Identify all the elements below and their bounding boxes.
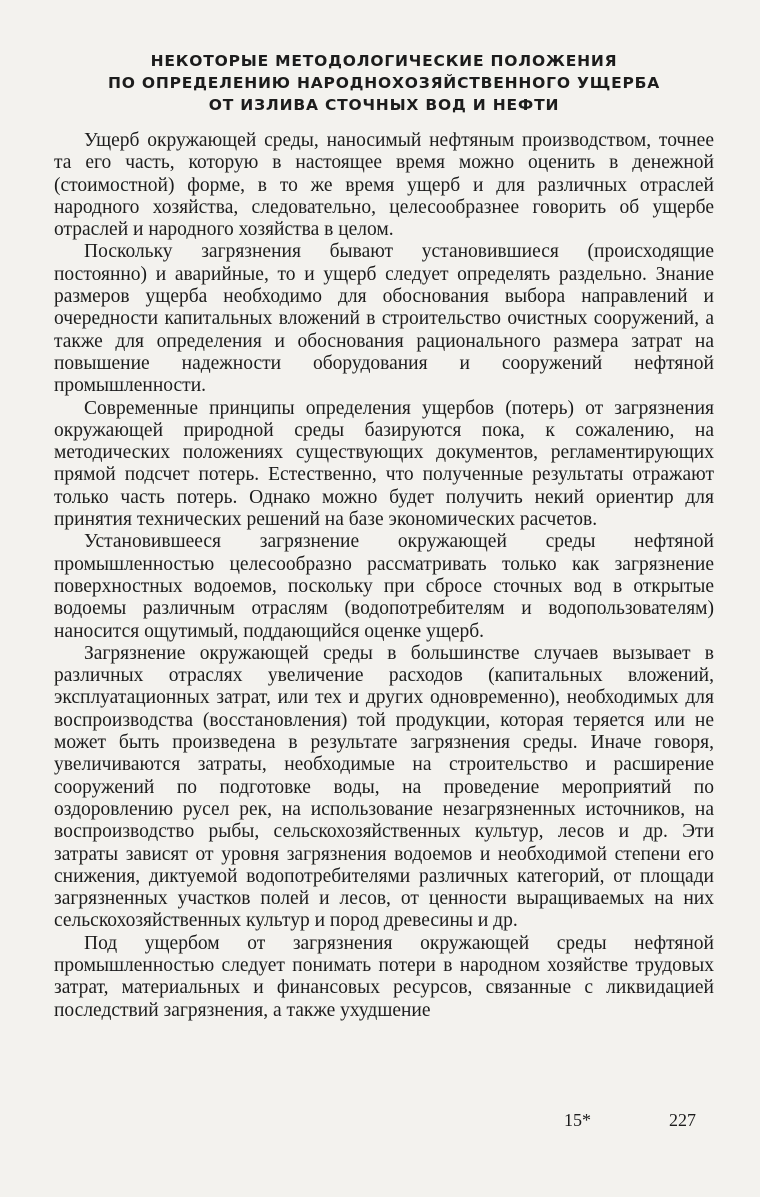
article-title <box>54 50 714 116</box>
paragraph: Ущерб окружающей среды, наносимый нефтяным производством, точнее та его часть, которую в настоящее время можно оценить в денежной (стоимостной) форме, в то же время ущерб и для различных отраслей народного хозяйства, следовательно, целесообразнее говорить об ущербе отраслей и народного хозяйства в целом. <box>54 130 714 241</box>
printer-signature-mark: 15* <box>564 1110 591 1130</box>
page <box>54 50 714 1022</box>
title-line-3: ОТ ИЗЛИВА СТОЧНЫХ ВОД И НЕФТИ <box>208 96 560 114</box>
page-footer <box>54 1110 714 1136</box>
paragraph: Поскольку загрязнения бывают установившиеся (происходящие постоянно) и аварийные, то и ущерб следует определять раздельно. Знание размеров ущерба необходимо для обоснования выбора направлений и очередности капитальных вложений в строительство очистных сооружений, а также для определения и обоснования рационального размера затрат на повышение надежности оборудования и сооружений нефтяной промышленности. <box>54 241 714 397</box>
title-line-2: ПО ОПРЕДЕЛЕНИЮ НАРОДНОХОЗЯЙСТВЕННОГО УЩЕРБА <box>107 74 661 92</box>
title-line-1: НЕКОТОРЫЕ МЕТОДОЛОГИЧЕСКИЕ ПОЛОЖЕНИЯ <box>150 52 618 70</box>
paragraph: Загрязнение окружающей среды в большинстве случаев вызывает в различных отраслях увеличение расходов (капитальных вложений, эксплуатационных затрат, или тех и других одновременно), необходимых для воспроизводства (восстановления) той продукции, которая теряется или не может быть произведена в результате загрязнения среды. Иначе говоря, увеличиваются затраты, необходимые на строительство и расширение сооружений по подготовке воды, на проведение мероприятий по оздоровлению русел рек, на использование незагрязненных источников, на воспроизводство рыбы, сельскохозяйственных культур, лесов и др. Эти затраты зависят от уровня загрязнения водоемов и необходимой степени его снижения, диктуемой водопотребителями различных категорий, от площади загрязненных участков полей и лесов, от ценности выращиваемых на них сельскохозяйственных культур и пород древесины и др. <box>54 642 714 932</box>
paragraph: Современные принципы определения ущербов (потерь) от загрязнения окружающей природной среды базируются пока, к сожалению, на методических положениях существующих документов, регламентирующих прямой подсчет потерь. Естественно, что полученные результаты отражают только часть потерь. Однако можно будет получить некий ориентир для принятия технических решений на базе экономических расчетов. <box>54 397 714 531</box>
paragraph: Под ущербом от загрязнения окружающей среды нефтяной промышленностью следует понимать потери в народном хозяйстве трудовых затрат, материальных и финансовых ресурсов, связанные с ликвидацией последствий загрязнения, а также ухудшение <box>54 932 714 1021</box>
page-number: 227 <box>669 1110 696 1130</box>
article-body <box>54 130 714 1022</box>
paragraph: Установившееся загрязнение окружающей среды нефтяной промышленностью целесообразно рассматривать только как загрязнение поверхностных водоемов, поскольку при сбросе сточных вод в открытые водоемы различным отраслям (водопотребителям и водопользователям) наносится ощутимый, поддающийся оценке ущерб. <box>54 531 714 642</box>
